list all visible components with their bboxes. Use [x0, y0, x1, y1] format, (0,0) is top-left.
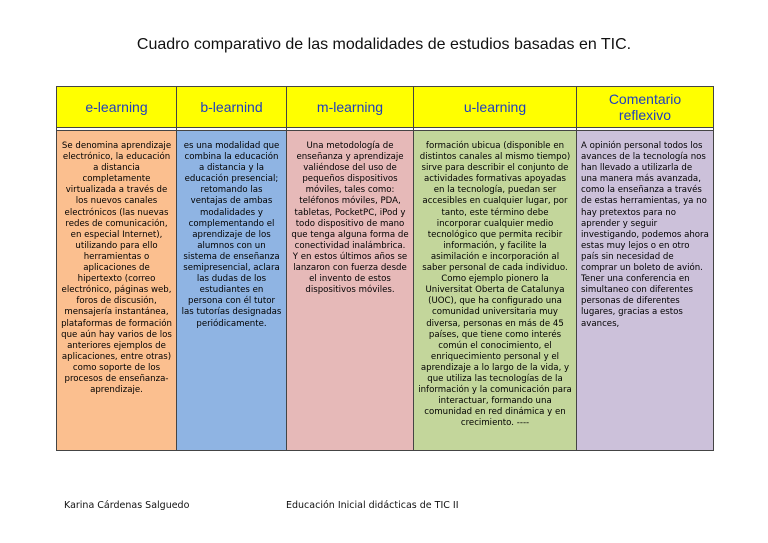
header-m-learning: m-learning — [287, 87, 414, 128]
cell-comentario: A opinión personal todos los avances de la tecnología nos han llevado a utilizarla de una manera más avanzada, como la enseñanza a través de estas herramientas, ya no hay pretextos para no aprender y seguir investigando, podemos ahora estas muy lejos o en otro país sin necesidad de comprar un boleto de avión. Tener una conferencia en simultaneo con diferentes personas de diferentes lugares, gracias a estos avances, — [577, 131, 714, 451]
header-e-learning: e-learning — [57, 87, 177, 128]
header-row — [57, 87, 714, 128]
cell-e-learning: Se denomina aprendizaje electrónico, la educación a distancia completamente virtualizada a través de los nuevos canales electrónicos (las nuevas redes de comunicación, en especial Internet), utilizando para ello herramientas o aplicaciones de hipertexto (correo electrónico, páginas web, foros de discusión, mensajería instantánea, plataformas de formación que aún hay varios de los anteriores ejemplos de aplicaciones, entre otras) como soporte de los procesos de enseñanza-aprendizaje. — [57, 131, 177, 451]
cell-m-learning: Una metodología de enseñanza y aprendizaje valiéndose del uso de pequeños dispositivos móviles, tales como: teléfonos móviles, PDA, tabletas, PocketPC, iPod y todo dispositivo de mano que tenga alguna forma de conectividad inalámbrica. Y en estos últimos años se lanzaron con fuerza desde el invento de estos dispositivos móviles. — [287, 131, 414, 451]
header-comentario-label: Comentario reflexivo — [608, 91, 682, 123]
header-u-learning: u-learning — [414, 87, 577, 128]
cell-u-learning: formación ubicua (disponible en distintos canales al mismo tiempo) sirve para describir el conjunto de actividades formativas apoyadas en la tecnología, puedan ser accesibles en cualquier lugar, por tanto, este término debe incorporar cualquier medio tecnológico que permita recibir información, y facilite la asimilación e incorporación al saber personal de cada individuo. Como ejemplo pionero la Universitat Oberta de Catalunya (UOC), que ha configurado una comunidad universitaria muy diversa, personas en más de 45 países, que tiene como interés común el conocimiento, el enriquecimiento personal y el aprendizaje a lo largo de la vida, y que utiliza las tecnologías de la información y la comunicación para interactuar, formando una comunidad en red dinámica y en crecimiento. ---- — [414, 131, 577, 451]
body-row — [57, 131, 714, 451]
footer-course: Educación Inicial didácticas de TIC II — [286, 500, 459, 511]
footer-author: Karina Cárdenas Salguedo — [64, 500, 190, 511]
header-b-learning: b-learnind — [177, 87, 287, 128]
comparison-table — [56, 86, 714, 451]
cell-b-learning: es una modalidad que combina la educación a distancia y la educación presencial; retomando las ventajas de ambas modalidades y complementando el aprendizaje de los alumnos con un sistema de enseñanza semipresencial, aclara las dudas de los estudiantes en persona con él tutor las tutorías designadas periódicamente. — [177, 131, 287, 451]
page-title: Cuadro comparativo de las modalidades de estudios basadas en TIC. — [136, 36, 632, 53]
header-comentario — [577, 87, 714, 128]
